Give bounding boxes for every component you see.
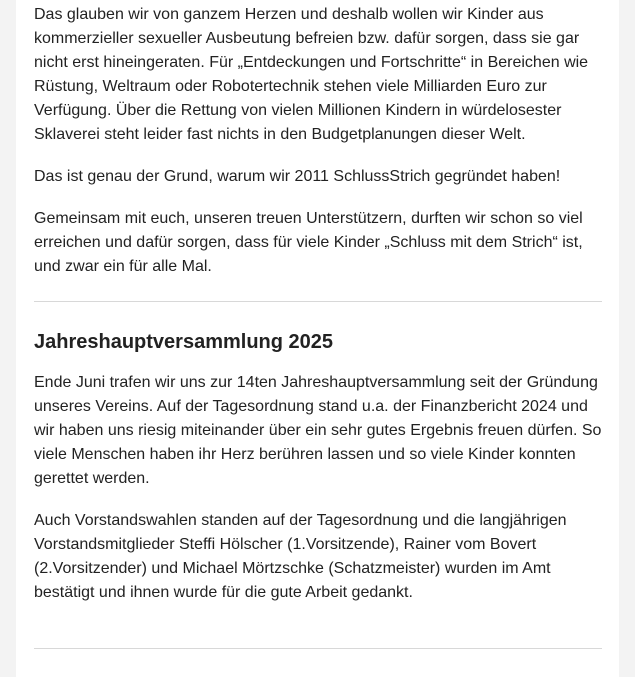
newsletter-content: [34, 3, 602, 649]
section-paragraph-2: Auch Vorstandswahlen standen auf der Tagesordnung und die langjährigen Vorstandsmitglieder Steffi Hölscher (1.Vorsitzende), Rainer vom Bovert (2.Vorsitzender) und Michael Mörtzschke (Schatzmeister) wurden im Amt bestätigt und ihnen wurde für die gute Arbeit gedankt.: [34, 512, 567, 601]
intro-paragraph-2: Das ist genau der Grund, warum wir 2011 SchlussStrich gegründet haben!: [34, 168, 561, 185]
newsletter-card: [16, 0, 619, 677]
intro-paragraph-3: Gemeinsam mit euch, unseren treuen Unterstützern, durften wir schon so viel erreichen und dafür sorgen, dass für viele Kinder „Schluss mit dem Strich“ ist, und zwar ein für alle Mal.: [34, 210, 583, 275]
section-heading: Jahreshauptversammlung 2025: [34, 331, 334, 353]
section-divider: [34, 301, 602, 302]
bottom-divider: [34, 648, 602, 649]
section-paragraph-1: Ende Juni trafen wir uns zur 14ten Jahreshauptversammlung seit der Gründung unseres Vereins. Auf der Tagesordnung stand u.a. der Finanzbericht 2024 und wir haben uns riesig miteinander über ein sehr gutes Ergebnis freuen dürfen. So viele Menschen haben ihr Herz berühren lassen und so viele Kinder konnten gerettet werden.: [34, 374, 602, 487]
intro-paragraph-1: Das glauben wir von ganzem Herzen und deshalb wollen wir Kinder aus kommerzieller sexueller Ausbeutung befreien bzw. dafür sorgen, dass sie gar nicht erst hineingeraten. Für „Entdeckungen und Fortschritte“ in Bereichen wie Rüstung, Weltraum oder Robotertechnik stehen viele Milliarden Euro zur Verfügung. Über die Rettung von vielen Millionen Kindern in würdelosester Sklaverei steht leider fast nichts in den Budgetplanungen dieser Welt.: [34, 6, 589, 143]
